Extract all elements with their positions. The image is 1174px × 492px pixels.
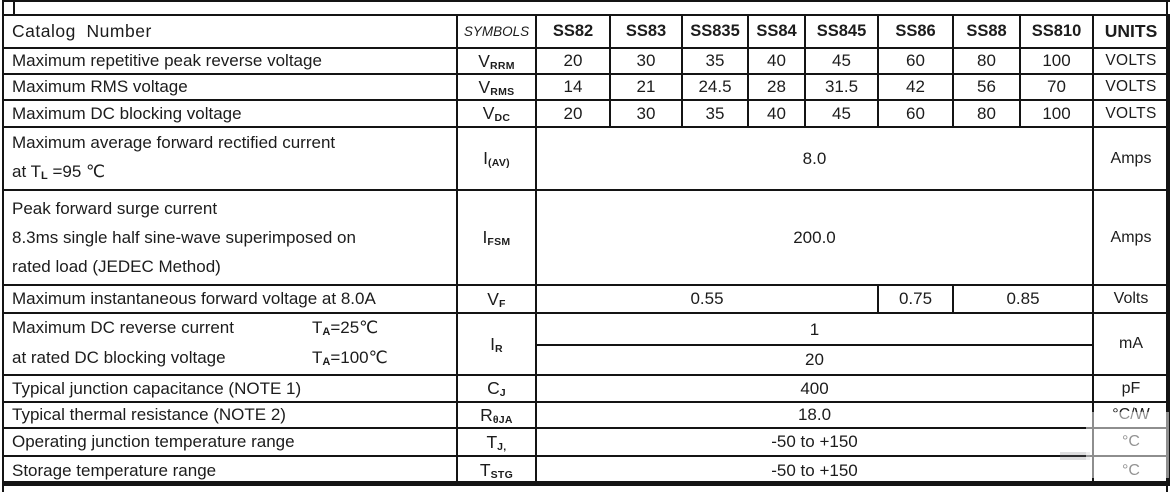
unit-cell: Amps <box>1093 127 1169 190</box>
value-cell: 45 <box>805 100 878 127</box>
header-row <box>3 15 1169 48</box>
value-cell: 40 <box>748 48 805 74</box>
value-cell: 28 <box>748 74 805 100</box>
symbol-tstg: TSTG <box>457 456 536 485</box>
value-cell-span: 400 <box>536 375 1093 402</box>
value-cell: 20 <box>536 100 610 127</box>
param-label: Typical thermal resistance (NOTE 2) <box>3 402 457 428</box>
value-cell: 40 <box>748 100 805 127</box>
ir-value-100c: 20 <box>805 350 824 369</box>
value-cell: 60 <box>878 48 953 74</box>
symbol-tj: TJ, <box>457 428 536 456</box>
value-cell: 60 <box>878 100 953 127</box>
value-cell: 14 <box>536 74 610 100</box>
value-cell-stacked <box>536 313 1093 375</box>
value-cell: 80 <box>953 100 1020 127</box>
symbols-header: SYMBOLS <box>457 15 536 48</box>
row-ir <box>3 313 1169 375</box>
value-cell: 0.75 <box>878 285 953 313</box>
param-label: Maximum instantaneous forward voltage at 8.0A <box>3 285 457 313</box>
ir-value-25c: 1 <box>537 315 1092 346</box>
param-label: Peak forward surge current 8.3ms single half sine-wave superimposed on rated load (JEDEC Method) <box>3 190 457 285</box>
device-header-ss83: SS83 <box>610 15 682 48</box>
row-cj <box>3 375 1169 402</box>
device-header-ss810: SS810 <box>1020 15 1093 48</box>
value-cell: 100 <box>1020 100 1093 127</box>
value-cell-span: 0.85 <box>953 285 1093 313</box>
value-cell-span: -50 to +150 <box>536 456 1093 485</box>
device-header-ss86: SS86 <box>878 15 953 48</box>
symbol-vrms: VRMS <box>457 74 536 100</box>
units-header: UNITS <box>1093 15 1169 48</box>
unit-cell: Volts <box>1093 285 1169 313</box>
param-label: Storage temperature range <box>3 456 457 485</box>
value-cell: 30 <box>610 48 682 74</box>
row-tj <box>3 428 1169 456</box>
value-cell-span: 8.0 <box>536 127 1093 190</box>
symbol-vdc: VDC <box>457 100 536 127</box>
value-cell: 24.5 <box>682 74 748 100</box>
device-header-ss84: SS84 <box>748 15 805 48</box>
symbol-vf: VF <box>457 285 536 313</box>
value-cell: 20 <box>536 48 610 74</box>
value-cell: 100 <box>1020 48 1093 74</box>
value-cell-span: 0.55 <box>536 285 878 313</box>
param-label: Operating junction temperature range <box>3 428 457 456</box>
symbol-cj: CJ <box>457 375 536 402</box>
row-vdc <box>3 100 1169 127</box>
param-label: Maximum DC blocking voltage <box>3 100 457 127</box>
row-rthja <box>3 402 1169 428</box>
value-cell: 80 <box>953 48 1020 74</box>
device-header-ss88: SS88 <box>953 15 1020 48</box>
catalog-number-header: Catalog Number <box>3 15 457 48</box>
value-cell: 56 <box>953 74 1020 100</box>
unit-cell: Amps <box>1093 190 1169 285</box>
param-label: Typical junction capacitance (NOTE 1) <box>3 375 457 402</box>
unit-cell: VOLTS <box>1093 100 1169 127</box>
top-rule <box>2 0 1170 2</box>
device-header-ss845: SS845 <box>805 15 878 48</box>
symbol-iav: I(AV) <box>457 127 536 190</box>
value-cell: 35 <box>682 100 748 127</box>
value-cell: 42 <box>878 74 953 100</box>
unit-cell: mA <box>1093 313 1169 375</box>
value-cell-span: -50 to +150 <box>536 428 1093 456</box>
symbol-ifsm: IFSM <box>457 190 536 285</box>
value-cell: 21 <box>610 74 682 100</box>
row-vf <box>3 285 1169 313</box>
unit-cell: VOLTS <box>1093 48 1169 74</box>
device-header-ss82: SS82 <box>536 15 610 48</box>
symbol-vrrm: VRRM <box>457 48 536 74</box>
row-tstg <box>3 456 1169 485</box>
left-inner-stub <box>13 0 15 14</box>
row-ifsm <box>3 190 1169 285</box>
value-cell-span: 18.0 <box>536 402 1093 428</box>
symbol-rthja: RθJA <box>457 402 536 428</box>
unit-cell: VOLTS <box>1093 74 1169 100</box>
row-vrms <box>3 74 1169 100</box>
ratings-table <box>2 14 1170 486</box>
value-cell: 31.5 <box>805 74 878 100</box>
value-cell: 35 <box>682 48 748 74</box>
row-iav <box>3 127 1169 190</box>
param-label: Maximum DC reverse current TA=25℃ at rated DC blocking voltage TA=100℃ <box>3 313 457 375</box>
row-vrrm <box>3 48 1169 74</box>
symbol-ir: IR <box>457 313 536 375</box>
value-cell: 30 <box>610 100 682 127</box>
param-label: Maximum repetitive peak reverse voltage <box>3 48 457 74</box>
unit-cell: pF <box>1093 375 1169 402</box>
watermark-fade <box>1086 412 1169 478</box>
device-header-ss835: SS835 <box>682 15 748 48</box>
value-cell: 70 <box>1020 74 1093 100</box>
param-label: Maximum RMS voltage <box>3 74 457 100</box>
value-cell-span: 200.0 <box>536 190 1093 285</box>
value-cell: 45 <box>805 48 878 74</box>
param-label: Maximum average forward rectified current at TL =95 ℃ <box>3 127 457 190</box>
